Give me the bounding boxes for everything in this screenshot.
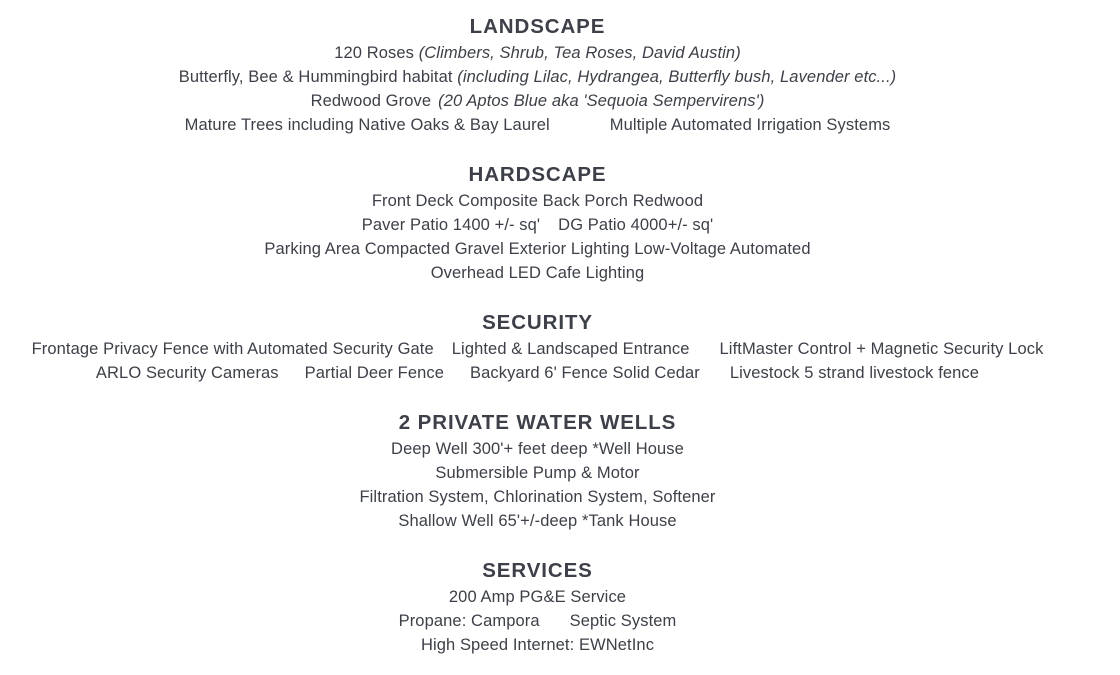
- wells-deep: Deep Well 300'+ feet deep *Well House: [391, 440, 684, 458]
- landscape-roses-line: [0, 44, 1075, 63]
- security-cameras: ARLO Security Cameras: [95, 364, 279, 382]
- landscape-grove-line: [0, 92, 1075, 111]
- security-line-2: [0, 364, 1075, 383]
- security-backyard: Backyard 6' Fence Solid Cedar: [470, 364, 700, 382]
- wells-heading: 2 PRIVATE WATER WELLS: [398, 411, 677, 434]
- hardscape-overhead: Overhead LED Cafe Lighting: [430, 264, 645, 282]
- wells-pump: Submersible Pump & Motor: [435, 464, 640, 482]
- landscape-heading: LANDSCAPE: [469, 15, 606, 38]
- landscape-trees-line: [0, 116, 1075, 135]
- hardscape-dg: DG Patio 4000+/- sq': [558, 216, 714, 234]
- landscape-habitat: Butterfly, Bee & Hummingbird habitat: [178, 68, 453, 86]
- services-utilities-line: [0, 612, 1075, 631]
- hardscape-deck: Front Deck Composite Back Porch Redwood: [371, 192, 704, 210]
- landscape-grove-note: (20 Aptos Blue aka 'Sequoia Sempervirens'): [438, 92, 765, 110]
- services-septic: Septic System: [569, 612, 677, 630]
- security-line-1: [0, 340, 1075, 359]
- landscape-grove: Redwood Grove: [310, 92, 432, 110]
- hardscape-paver: Paver Patio 1400 +/- sq': [361, 216, 541, 234]
- landscape-trees: Mature Trees including Native Oaks & Bay Laurel: [184, 116, 550, 134]
- security-liftmaster: LiftMaster Control + Magnetic Security Lock: [719, 340, 1044, 358]
- security-deer: Partial Deer Fence: [304, 364, 445, 382]
- hardscape-parking: Parking Area Compacted Gravel Exterior Lighting Low-Voltage Automated: [264, 240, 811, 258]
- landscape-roses: 120 Roses: [334, 44, 414, 62]
- landscape-habitat-note: (including Lilac, Hydrangea, Butterfly bush, Lavender etc...): [457, 68, 897, 86]
- hardscape-heading: HARDSCAPE: [468, 163, 607, 186]
- hardscape-patio-line: [0, 216, 1075, 235]
- services-heading: SERVICES: [482, 559, 593, 582]
- services-amp: 200 Amp PG&E Service: [448, 588, 627, 606]
- security-heading: SECURITY: [482, 311, 593, 334]
- landscape-irrigation: Multiple Automated Irrigation Systems: [609, 116, 891, 134]
- wells-shallow: Shallow Well 65'+/-deep *Tank House: [398, 512, 677, 530]
- wells-filtration: Filtration System, Chlorination System, Softener: [359, 488, 716, 506]
- landscape-roses-note: (Climbers, Shrub, Tea Roses, David Austin): [418, 44, 741, 62]
- security-fence: Frontage Privacy Fence with Automated Security Gate: [31, 340, 434, 358]
- landscape-habitat-line: [0, 68, 1075, 87]
- security-entrance: Lighted & Landscaped Entrance: [451, 340, 690, 358]
- services-internet: High Speed Internet: EWNetInc: [420, 636, 655, 654]
- security-livestock: Livestock 5 strand livestock fence: [729, 364, 980, 382]
- services-propane: Propane: Campora: [398, 612, 540, 630]
